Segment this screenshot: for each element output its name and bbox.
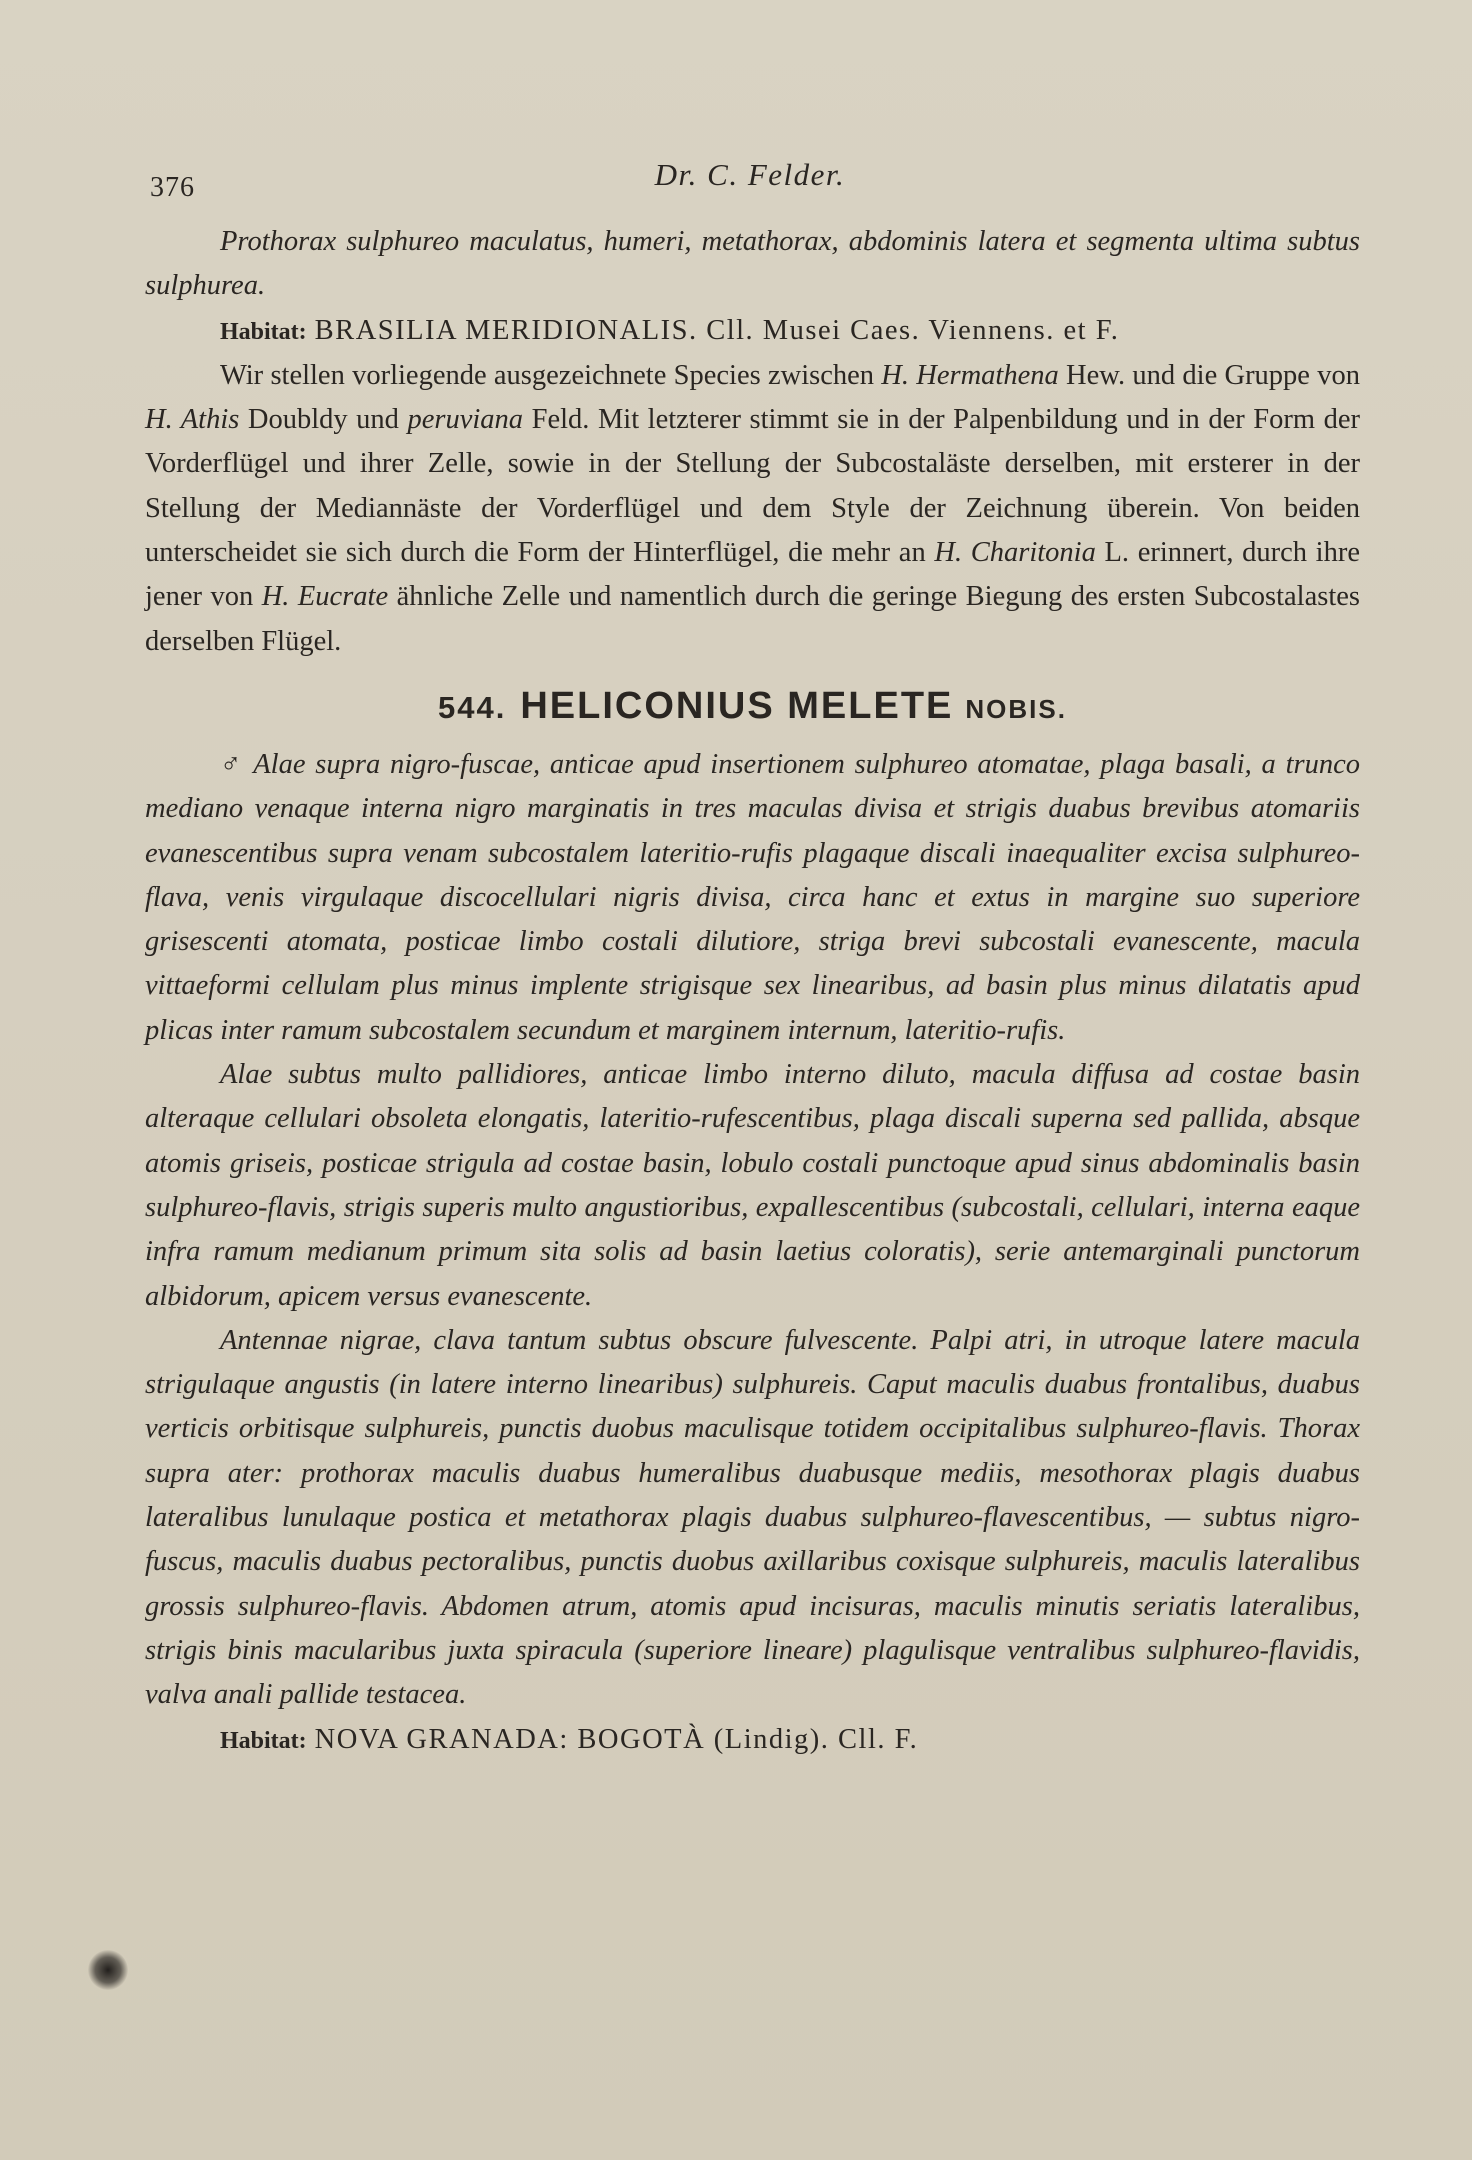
remark-run: Hew. und die Gruppe von [1058, 359, 1360, 391]
taxon-name: H. Athis [145, 404, 240, 436]
description-paragraph: Antennae nigrae, clava tantum subtus obscure fulvescente. Palpi atri, in utroque latere macula strigulaque angustis (in latere interno linearibus) sulphureis. Caput maculis duabus frontalibus, duabus verticis orbitisque sulphureis, punctis duobus maculisque totidem occipitalibus sulphureo-flavis. Thorax supra ater: prothorax maculis duabus humeralibus duabusque mediis, mesothorax plagis duabus lateralibus lunulaque postica et metathorax plagis duabus sulphureo-flavescentibus, — subtus nigro-fuscus, maculis duabus pectoralibus, punctis duobus axillaribus coxisque sulphureis, maculis lateralibus grossis sulphureo-flavis. Abdomen atrum, atomis apud incisuras, maculis minutis seriatis lateralibus, strigis binis macularibus juxta spiracula (superiore lineare) plagulisque ventralibus sulphureo-flavidis, valva anali pallide testacea. [145, 1324, 1360, 1711]
remark-run: Doubldy und [239, 404, 408, 436]
taxon-name: peruviana [407, 404, 524, 436]
taxon-name: H. Eucrate [261, 581, 389, 613]
habitat-text: NOVA GRANADA: BOGOTÀ (Lindig). Cll. F. [314, 1723, 919, 1755]
habitat-text: BRASILIA MERIDIONALIS. Cll. Musei Caes. Viennens. et F. [314, 314, 1120, 346]
remark-run: L. erinnert, durch ihre jener von [145, 537, 1360, 613]
prev-entry-diagnosis: Prothorax sulphureo maculatus, humeri, metathorax, abdominis latera et segmenta ultima subtus sulphurea. [145, 226, 1360, 302]
taxon-name: H. Charitonia [934, 537, 1096, 569]
remark-run: ähnliche Zelle und namentlich durch die geringe Biegung des ersten Subcostalastes derselben Flügel. [145, 581, 1360, 657]
habitat-label: Habitat: [220, 1727, 307, 1754]
text-block [145, 220, 1360, 1763]
prev-entry-remarks [145, 354, 1360, 664]
description-paragraph: ♂ Alae supra nigro-fuscae, anticae apud insertionem sulphureo atomatae, plaga basali, a trunco mediano venaque interna nigro marginatis in tres maculas divisa et strigis duabus brevibus atomariis evanescentibus supra venam subcostalem lateritio-rufis plagaque discali inaequaliter excisa sulphureo-flava, venis virgulaque discocellulari nigris divisa, circa hanc et extus in margine suo superiore grisescenti atomata, posticae limbo costali dilutiore, striga brevi subcostali evanescente, macula vittaeformi cellulam plus minus implente strigisque sex linearibus, ad basin plus minus dilatatis apud plicas inter ramum subcostalem secundum et marginem internum, lateritio-rufis. [145, 748, 1360, 1046]
running-head: Dr. C. Felder. [654, 157, 846, 192]
description-paragraph: Alae subtus multo pallidiores, anticae limbo interno diluto, macula diffusa ad costae basin alteraque cellulari obsoleta elongatis, lateritio-rufescentibus, plaga discali superna sed pallida, absque atomis griseis, posticae strigula ad costae basin, lobulo costali punctoque apud sinus abdominalis basin sulphureo-flavis, strigis superis multo angustioribus, expallescentibus (subcostali, cellulari, interna eaque infra ramum medianum primum sita solis ad basin laetius coloratis), serie antemarginali punctorum albidorum, apicem versus evanescente. [145, 1059, 1360, 1312]
species-author: NOBIS. [965, 693, 1067, 724]
remark-run: Feld. Mit letzterer stimmt sie in der Palpenbildung und in der Form der Vorderflügel und ihrer Zelle, sowie in der Stellung der Subcostaläste derselben, mit ersterer in der Stellung der Mediannäste der Vorderflügel und dem Style der Zeichnung überein. Von beiden unterscheidet sie sich durch die Form der Hinterflügel, die mehr an [145, 404, 1360, 569]
taxon-name: H. Hermathena [881, 359, 1059, 391]
ink-smudge [88, 1950, 128, 1990]
remark-run: Wir stellen vorliegende ausgezeichnete Species zwischen [220, 359, 882, 391]
species-heading [145, 678, 1360, 737]
habitat-label: Habitat: [220, 318, 307, 345]
species-name: HELICONIUS MELETE [520, 684, 954, 727]
species-number: 544. [438, 689, 507, 725]
species-habitat [145, 1718, 1360, 1763]
species-description [145, 743, 1360, 1763]
prev-entry-habitat [145, 309, 1360, 354]
page-number: 376 [150, 172, 195, 203]
